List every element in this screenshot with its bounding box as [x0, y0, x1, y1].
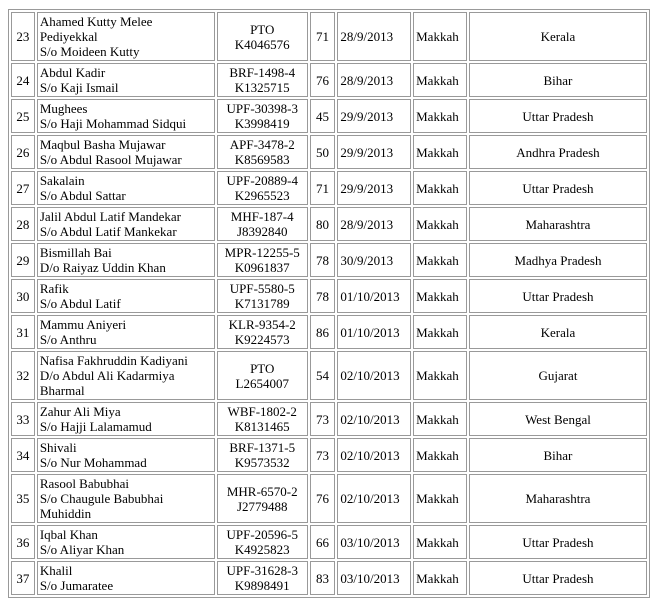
- date-of-death-cell: 30/9/2013: [337, 243, 411, 277]
- date-of-death-cell: 03/10/2013: [337, 561, 411, 595]
- state-cell: Gujarat: [469, 351, 647, 400]
- pilgrim-name-cell: Mammu Aniyeri S/o Anthru: [37, 315, 215, 349]
- serial-number-cell: 24: [11, 63, 35, 97]
- state-cell: Kerala: [469, 315, 647, 349]
- date-of-death-cell: 29/9/2013: [337, 99, 411, 133]
- table-row: [11, 525, 647, 559]
- serial-number-cell: 25: [11, 99, 35, 133]
- serial-number-cell: 29: [11, 243, 35, 277]
- pilgrim-name-cell: Bismillah Bai D/o Raiyaz Uddin Khan: [37, 243, 215, 277]
- serial-number-cell: 23: [11, 12, 35, 61]
- passport-cell: MHF-187-4 J8392840: [217, 207, 308, 241]
- age-cell: 76: [310, 474, 336, 523]
- pilgrim-name-cell: Abdul Kadir S/o Kaji Ismail: [37, 63, 215, 97]
- age-cell: 73: [310, 438, 336, 472]
- table-row: [11, 12, 647, 61]
- place-of-death-cell: Makkah: [413, 438, 467, 472]
- serial-number-cell: 30: [11, 279, 35, 313]
- place-of-death-cell: Makkah: [413, 243, 467, 277]
- state-cell: Uttar Pradesh: [469, 561, 647, 595]
- state-cell: Bihar: [469, 438, 647, 472]
- place-of-death-cell: Makkah: [413, 525, 467, 559]
- place-of-death-cell: Makkah: [413, 63, 467, 97]
- serial-number-cell: 36: [11, 525, 35, 559]
- age-cell: 45: [310, 99, 336, 133]
- state-cell: West Bengal: [469, 402, 647, 436]
- pilgrim-name-cell: Zahur Ali Miya S/o Hajji Lalamamud: [37, 402, 215, 436]
- place-of-death-cell: Makkah: [413, 207, 467, 241]
- deceased-pilgrims-table: [8, 9, 650, 598]
- age-cell: 86: [310, 315, 336, 349]
- date-of-death-cell: 01/10/2013: [337, 315, 411, 349]
- pilgrim-name-cell: Maqbul Basha Mujawar S/o Abdul Rasool Mujawar: [37, 135, 215, 169]
- place-of-death-cell: Makkah: [413, 171, 467, 205]
- date-of-death-cell: 29/9/2013: [337, 135, 411, 169]
- date-of-death-cell: 02/10/2013: [337, 474, 411, 523]
- passport-cell: WBF-1802-2 K8131465: [217, 402, 308, 436]
- age-cell: 54: [310, 351, 336, 400]
- place-of-death-cell: Makkah: [413, 99, 467, 133]
- passport-cell: UPF-30398-3 K3998419: [217, 99, 308, 133]
- serial-number-cell: 32: [11, 351, 35, 400]
- table-row: [11, 474, 647, 523]
- table-row: [11, 99, 647, 133]
- pilgrim-name-cell: Sakalain S/o Abdul Sattar: [37, 171, 215, 205]
- pilgrim-name-cell: Rasool Babubhai S/o Chaugule Babubhai Muhiddin: [37, 474, 215, 523]
- date-of-death-cell: 01/10/2013: [337, 279, 411, 313]
- pilgrim-name-cell: Mughees S/o Haji Mohammad Sidqui: [37, 99, 215, 133]
- passport-cell: BRF-1498-4 K1325715: [217, 63, 308, 97]
- age-cell: 80: [310, 207, 336, 241]
- state-cell: Bihar: [469, 63, 647, 97]
- place-of-death-cell: Makkah: [413, 402, 467, 436]
- pilgrim-name-cell: Shivali S/o Nur Mohammad: [37, 438, 215, 472]
- date-of-death-cell: 28/9/2013: [337, 63, 411, 97]
- pilgrim-name-cell: Ahamed Kutty Melee Pediyekkal S/o Moideen Kutty: [37, 12, 215, 61]
- state-cell: Uttar Pradesh: [469, 99, 647, 133]
- serial-number-cell: 33: [11, 402, 35, 436]
- date-of-death-cell: 02/10/2013: [337, 402, 411, 436]
- table-row: [11, 279, 647, 313]
- place-of-death-cell: Makkah: [413, 12, 467, 61]
- passport-cell: MPR-12255-5 K0961837: [217, 243, 308, 277]
- date-of-death-cell: 03/10/2013: [337, 525, 411, 559]
- serial-number-cell: 26: [11, 135, 35, 169]
- place-of-death-cell: Makkah: [413, 135, 467, 169]
- age-cell: 71: [310, 12, 336, 61]
- place-of-death-cell: Makkah: [413, 279, 467, 313]
- pilgrim-name-cell: Iqbal Khan S/o Aliyar Khan: [37, 525, 215, 559]
- age-cell: 78: [310, 243, 336, 277]
- state-cell: Uttar Pradesh: [469, 525, 647, 559]
- passport-cell: UPF-31628-3 K9898491: [217, 561, 308, 595]
- date-of-death-cell: 02/10/2013: [337, 438, 411, 472]
- age-cell: 50: [310, 135, 336, 169]
- date-of-death-cell: 28/9/2013: [337, 207, 411, 241]
- pilgrim-name-cell: Rafik S/o Abdul Latif: [37, 279, 215, 313]
- table-row: [11, 438, 647, 472]
- age-cell: 78: [310, 279, 336, 313]
- state-cell: Madhya Pradesh: [469, 243, 647, 277]
- passport-cell: PTO L2654007: [217, 351, 308, 400]
- serial-number-cell: 28: [11, 207, 35, 241]
- age-cell: 76: [310, 63, 336, 97]
- table-row: [11, 351, 647, 400]
- serial-number-cell: 31: [11, 315, 35, 349]
- serial-number-cell: 34: [11, 438, 35, 472]
- table-row: [11, 315, 647, 349]
- table-row: [11, 402, 647, 436]
- date-of-death-cell: 28/9/2013: [337, 12, 411, 61]
- table-row: [11, 561, 647, 595]
- serial-number-cell: 35: [11, 474, 35, 523]
- place-of-death-cell: Makkah: [413, 561, 467, 595]
- passport-cell: UPF-20596-5 K4925823: [217, 525, 308, 559]
- passport-cell: BRF-1371-5 K9573532: [217, 438, 308, 472]
- age-cell: 73: [310, 402, 336, 436]
- deceased-pilgrims-table-container: [8, 9, 650, 598]
- passport-cell: PTO K4046576: [217, 12, 308, 61]
- table-row: [11, 207, 647, 241]
- date-of-death-cell: 02/10/2013: [337, 351, 411, 400]
- pilgrim-name-cell: Jalil Abdul Latif Mandekar S/o Abdul Latif Mankekar: [37, 207, 215, 241]
- place-of-death-cell: Makkah: [413, 474, 467, 523]
- pilgrim-name-cell: Nafisa Fakhruddin Kadiyani D/o Abdul Ali Kadarmiya Bharmal: [37, 351, 215, 400]
- state-cell: Kerala: [469, 12, 647, 61]
- age-cell: 66: [310, 525, 336, 559]
- place-of-death-cell: Makkah: [413, 351, 467, 400]
- state-cell: Uttar Pradesh: [469, 279, 647, 313]
- passport-cell: KLR-9354-2 K9224573: [217, 315, 308, 349]
- place-of-death-cell: Makkah: [413, 315, 467, 349]
- table-row: [11, 171, 647, 205]
- state-cell: Andhra Pradesh: [469, 135, 647, 169]
- serial-number-cell: 37: [11, 561, 35, 595]
- state-cell: Uttar Pradesh: [469, 171, 647, 205]
- table-row: [11, 243, 647, 277]
- table-row: [11, 135, 647, 169]
- passport-cell: UPF-20889-4 K2965523: [217, 171, 308, 205]
- table-body: [11, 12, 647, 595]
- passport-cell: MHR-6570-2 J2779488: [217, 474, 308, 523]
- serial-number-cell: 27: [11, 171, 35, 205]
- date-of-death-cell: 29/9/2013: [337, 171, 411, 205]
- state-cell: Maharashtra: [469, 474, 647, 523]
- pilgrim-name-cell: Khalil S/o Jumaratee: [37, 561, 215, 595]
- passport-cell: UPF-5580-5 K7131789: [217, 279, 308, 313]
- age-cell: 71: [310, 171, 336, 205]
- table-row: [11, 63, 647, 97]
- age-cell: 83: [310, 561, 336, 595]
- passport-cell: APF-3478-2 K8569583: [217, 135, 308, 169]
- state-cell: Maharashtra: [469, 207, 647, 241]
